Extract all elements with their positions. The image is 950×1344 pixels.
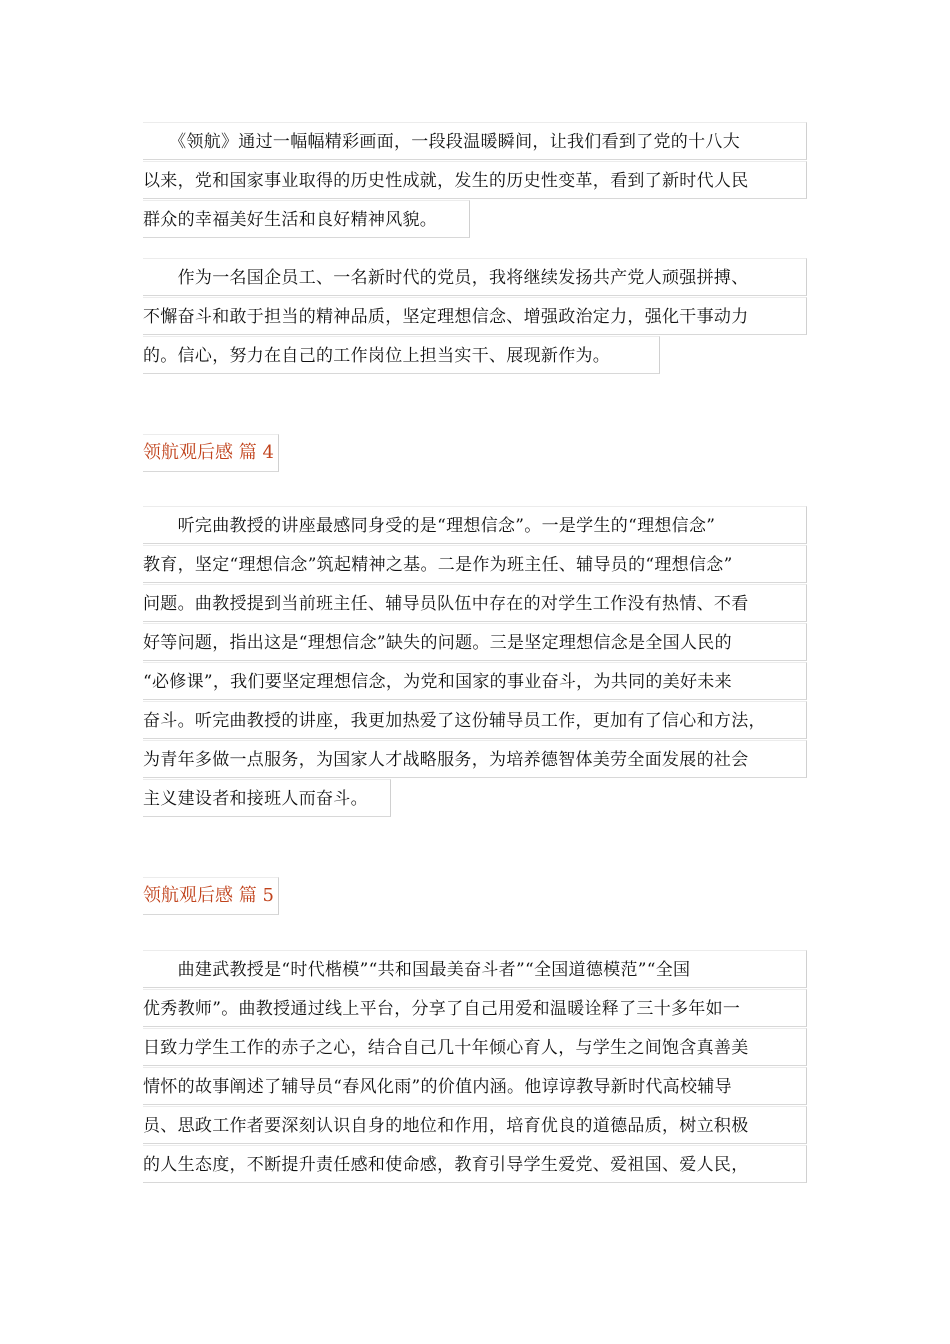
text-line: 员、思政工作者要深刻认识自身的地位和作用，培育优良的道德品质，树立积极 [143,1106,807,1144]
text-line: 不懈奋斗和敢于担当的精神品质，坚定理想信念、增强政治定力，强化干事动力 [143,297,807,335]
text-line: 曲建武教授是“时代楷模”“共和国最美奋斗者”“全国道德模范”“全国 [143,950,807,988]
text-line: 群众的幸福美好生活和良好精神风貌。 [143,200,470,238]
text-line: 日致力学生工作的赤子之心，结合自己几十年倾心育人，与学生之间饱含真善美 [143,1028,807,1066]
text-line: 优秀教师”。曲教授通过线上平台，分享了自己用爱和温暖诠释了三十多年如一 [143,989,807,1027]
paragraph-4 [143,950,807,1184]
text-line: 的。信心，努力在自己的工作岗位上担当实干、展现新作为。 [143,336,660,374]
text-line: 作为一名国企员工、一名新时代的党员，我将继续发扬共产党人顽强拼搏、 [143,258,807,296]
text-line: 问题。曲教授提到当前班主任、辅导员队伍中存在的对学生工作没有热情、不看 [143,584,807,622]
text-line: 《领航》通过一幅幅精彩画面，一段段温暖瞬间，让我们看到了党的十八大 [143,122,807,160]
text-line: 教育，坚定“理想信念”筑起精神之基。二是作为班主任、辅导员的“理想信念” [143,545,807,583]
text-line: 主义建设者和接班人而奋斗。 [143,779,391,817]
text-line: 情怀的故事阐述了辅导员“春风化雨”的价值内涵。他谆谆教导新时代高校辅导 [143,1067,807,1105]
text-line: 以来，党和国家事业取得的历史性成就，发生的历史性变革，看到了新时代人民 [143,161,807,199]
section-heading-5: 领航观后感 篇 5 [143,877,279,915]
text-line: 的人生态度，不断提升责任感和使命感，教育引导学生爱党、爱祖国、爱人民， [143,1145,807,1183]
section-heading-4: 领航观后感 篇 4 [143,434,279,472]
text-line: 好等问题，指出这是“理想信念”缺失的问题。三是坚定理想信念是全国人民的 [143,623,807,661]
text-line: 奋斗。听完曲教授的讲座，我更加热爱了这份辅导员工作，更加有了信心和方法， [143,701,807,739]
text-line: 听完曲教授的讲座最感同身受的是“理想信念”。一是学生的“理想信念” [143,506,807,544]
paragraph-1 [143,122,807,239]
paragraph-3 [143,506,807,818]
paragraph-2 [143,258,807,375]
text-line: 为青年多做一点服务，为国家人才战略服务，为培养德智体美劳全面发展的社会 [143,740,807,778]
text-line: “必修课”，我们要坚定理想信念，为党和国家的事业奋斗，为共同的美好未来 [143,662,807,700]
